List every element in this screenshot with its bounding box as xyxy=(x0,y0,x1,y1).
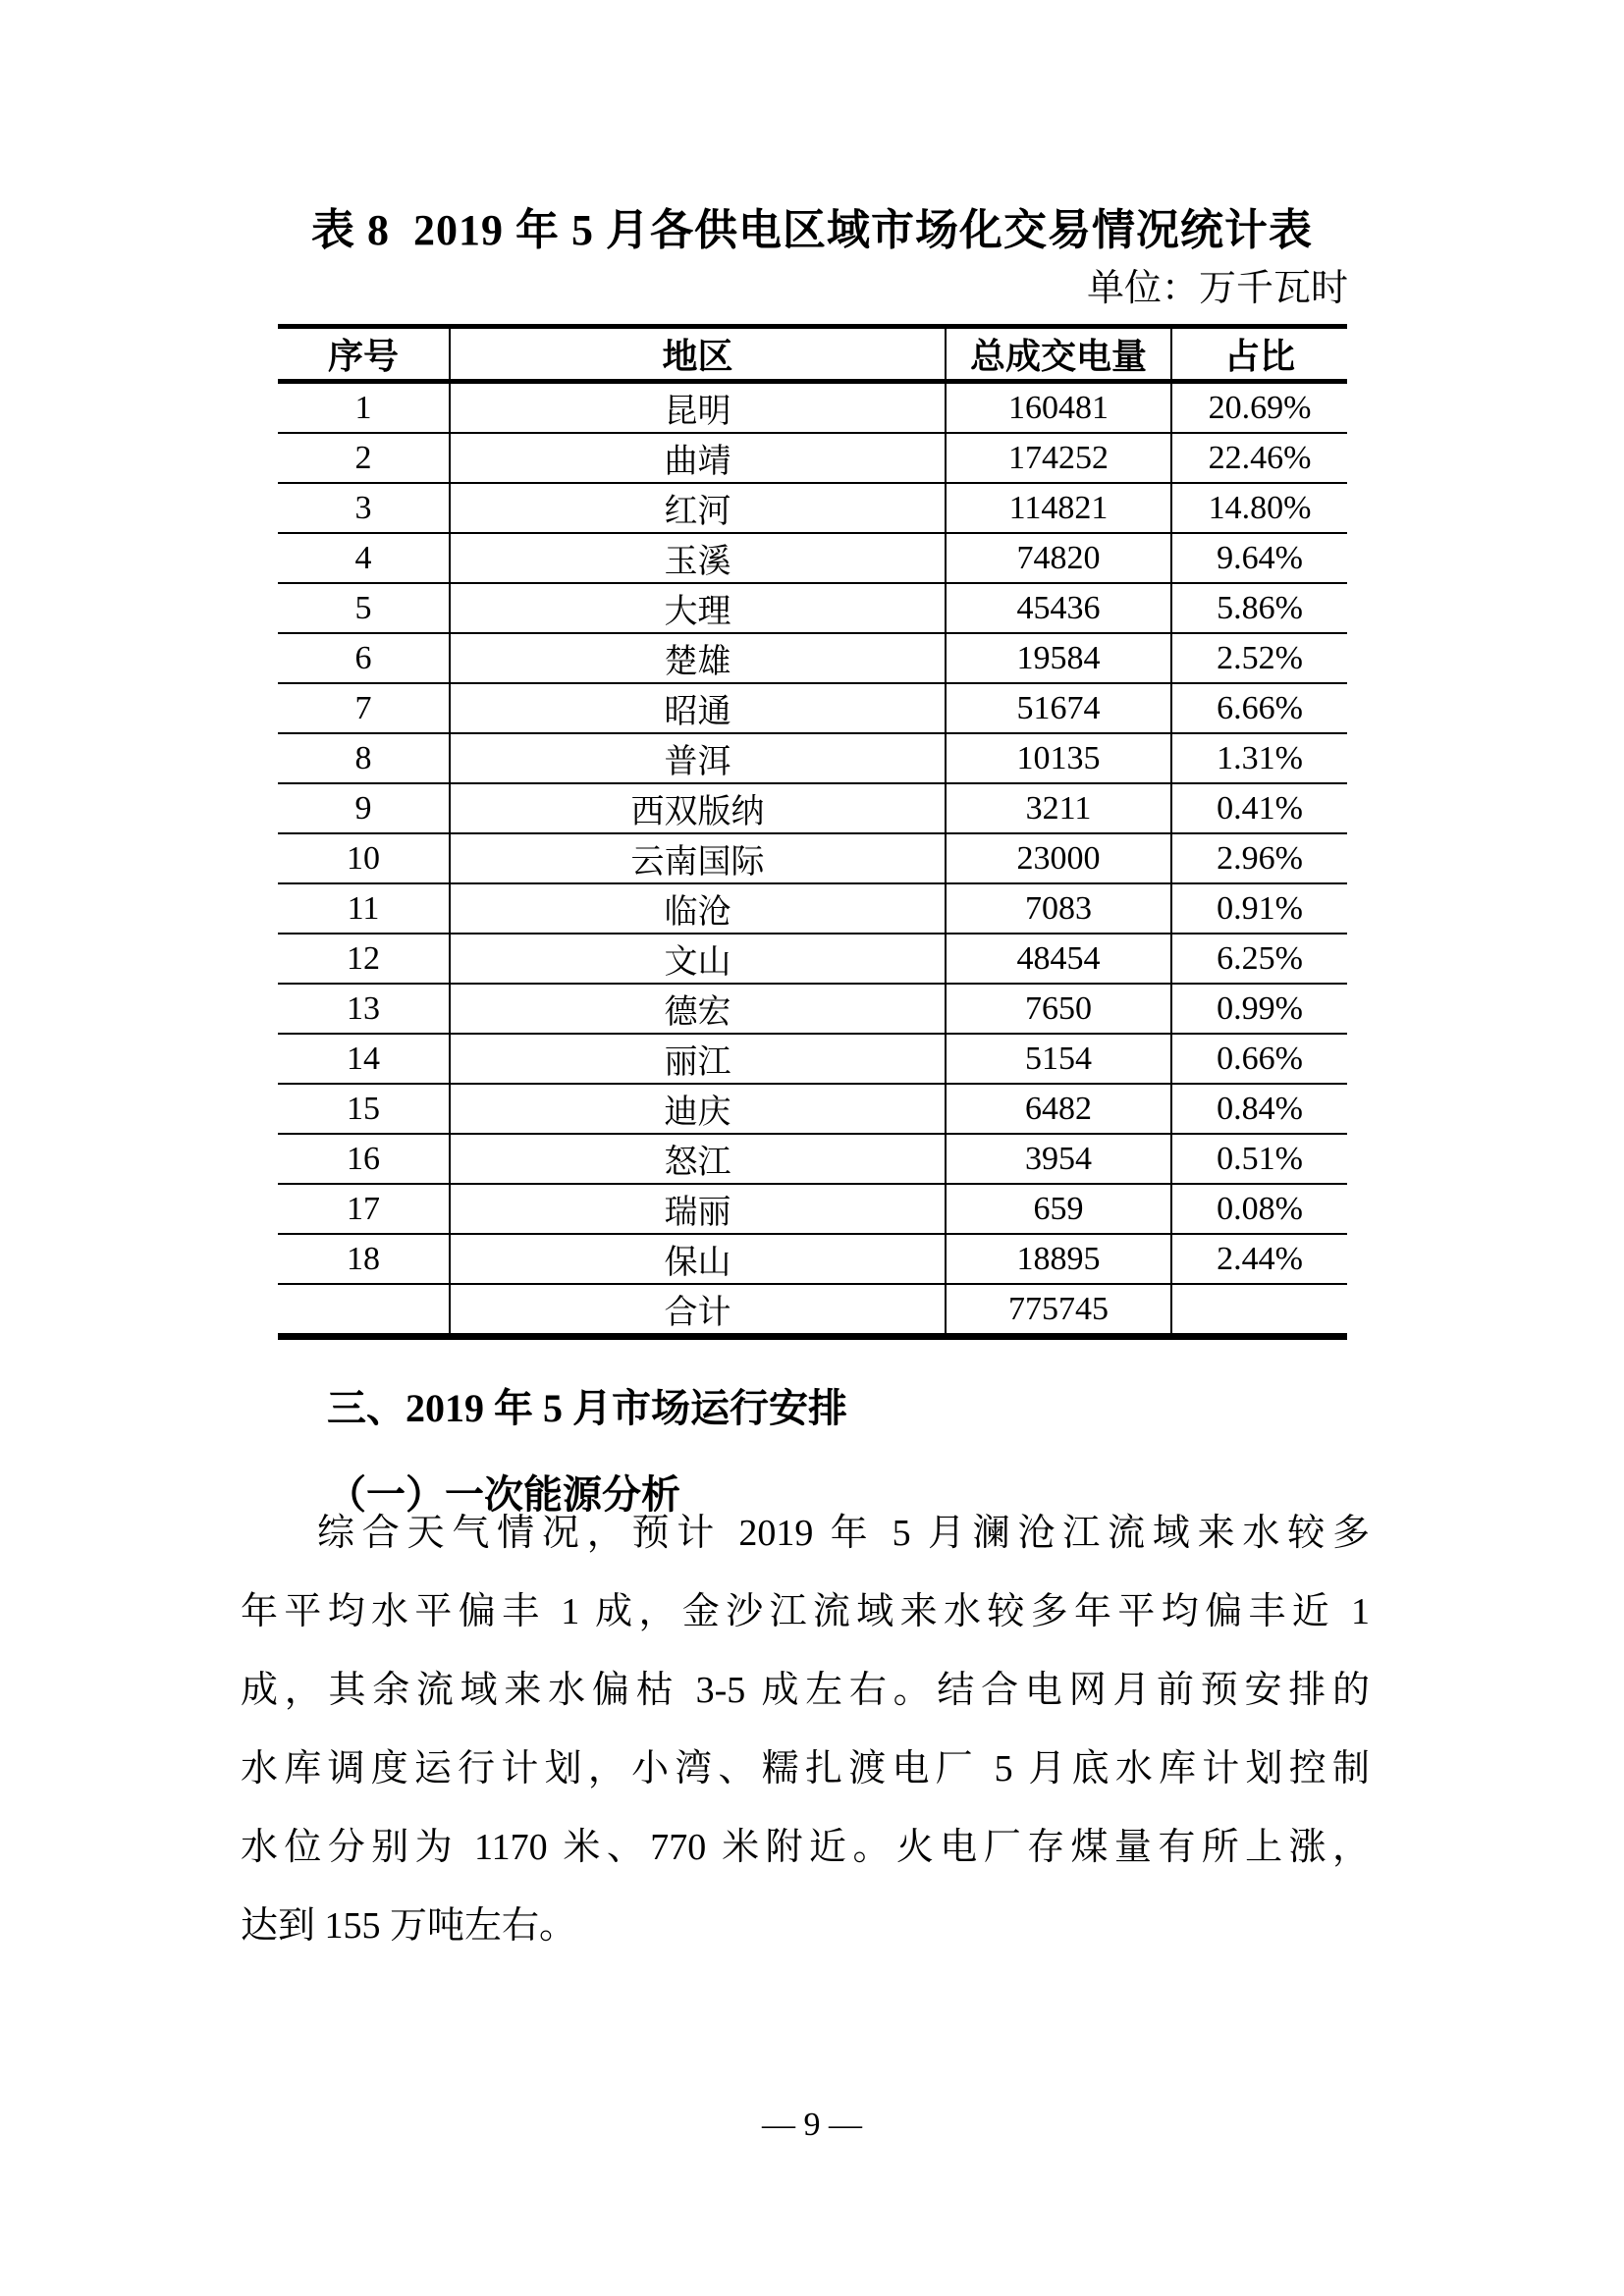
table-row xyxy=(278,833,1347,883)
paragraph-line: 成，其余流域来水偏枯 3-5 成左右。结合电网月前预安排的 xyxy=(241,1670,1370,1711)
table-cell: 2 xyxy=(278,433,450,483)
table-cell: 8 xyxy=(278,733,450,783)
table-cell: 10135 xyxy=(946,733,1171,783)
table-cell: 12 xyxy=(278,934,450,984)
table-cell: 0.99% xyxy=(1217,989,1303,1027)
table-body xyxy=(278,382,1347,1337)
table-cell: 0.08% xyxy=(1217,1190,1303,1227)
body-paragraph xyxy=(241,1494,1370,1965)
table-cell: 775745 xyxy=(946,1284,1171,1337)
table-cell: 18 xyxy=(278,1234,450,1284)
section-heading-market-arrangement: 三、2019 年 5 月市场运行安排 xyxy=(327,1386,847,1430)
table-cell: 17 xyxy=(278,1184,450,1234)
table-header-row xyxy=(278,327,1347,382)
table-cell: 45436 xyxy=(946,583,1171,633)
column-header: 地区 xyxy=(450,327,946,382)
table-cell: 3 xyxy=(278,483,450,533)
table-row xyxy=(278,433,1347,483)
table-cell: 5154 xyxy=(946,1034,1171,1084)
table-cell: 昭通 xyxy=(450,683,946,733)
table-row xyxy=(278,533,1347,583)
table-cell: 丽江 xyxy=(450,1034,946,1084)
column-header: 总成交电量 xyxy=(946,327,1171,382)
table-cell: 2.52% xyxy=(1217,639,1303,676)
section-heading-primary-energy: （一）一次能源分析 xyxy=(327,1472,680,1517)
table-cell xyxy=(1171,1284,1347,1337)
table-cell: 迪庆 xyxy=(450,1084,946,1134)
table-cell: 5 xyxy=(278,583,450,633)
table-cell: 10 xyxy=(278,833,450,883)
table-row xyxy=(278,483,1347,533)
table-cell: 3211 xyxy=(946,783,1171,833)
table-cell: 18895 xyxy=(946,1234,1171,1284)
table-cell: 6 xyxy=(278,633,450,683)
table-cell: 16 xyxy=(278,1134,450,1184)
table-row xyxy=(278,733,1347,783)
table-cell: 9 xyxy=(278,783,450,833)
paragraph-line: 水库调度运行计划，小湾、糯扎渡电厂 5 月底水库计划控制 xyxy=(241,1748,1370,1789)
table-cell: 7083 xyxy=(946,883,1171,934)
table-cell: 22.46% xyxy=(1208,439,1312,476)
paragraph-line: 达到 155 万吨左右。 xyxy=(241,1905,577,1947)
table-cell: 0.66% xyxy=(1217,1040,1303,1077)
table-cell: 1.31% xyxy=(1217,739,1303,776)
table-cell: 15 xyxy=(278,1084,450,1134)
table-cell: 普洱 xyxy=(450,733,946,783)
table-row xyxy=(278,1184,1347,1234)
table-row xyxy=(278,683,1347,733)
table-cell: 19584 xyxy=(946,633,1171,683)
table-cell: 2.96% xyxy=(1217,839,1303,877)
market-stats-table xyxy=(278,324,1347,1340)
table-cell: 7650 xyxy=(946,984,1171,1034)
table-cell: 大理 xyxy=(450,583,946,633)
table-cell: 保山 xyxy=(450,1234,946,1284)
table-cell: 0.91% xyxy=(1217,889,1303,927)
table-row xyxy=(278,783,1347,833)
table-cell: 红河 xyxy=(450,483,946,533)
table-row xyxy=(278,583,1347,633)
table-cell: 怒江 xyxy=(450,1134,946,1184)
column-header: 占比 xyxy=(1223,337,1295,376)
table-cell: 14 xyxy=(278,1034,450,1084)
column-header: 序号 xyxy=(278,327,450,382)
table-row xyxy=(278,1034,1347,1084)
table-row xyxy=(278,1134,1347,1184)
table-row xyxy=(278,934,1347,984)
table-row xyxy=(278,382,1347,434)
table-row xyxy=(278,883,1347,934)
table-cell: 4 xyxy=(278,533,450,583)
unit-label: 单位：万千瓦时 xyxy=(1086,268,1348,309)
table-cell: 6.66% xyxy=(1217,689,1303,726)
paragraph-line: 水位分别为 1170 米、770 米附近。火电厂存煤量有所上涨， xyxy=(241,1827,1370,1868)
table-cell: 0.51% xyxy=(1217,1140,1303,1177)
paragraph-line: 综合天气情况，预计 2019 年 5 月澜沧江流域来水较多 xyxy=(317,1513,1370,1554)
table-cell: 23000 xyxy=(946,833,1171,883)
table-cell: 西双版纳 xyxy=(450,783,946,833)
table-cell: 174252 xyxy=(946,433,1171,483)
table-cell: 51674 xyxy=(946,683,1171,733)
table-cell: 瑞丽 xyxy=(450,1184,946,1234)
table-cell: 昆明 xyxy=(450,382,946,434)
table-cell: 楚雄 xyxy=(450,633,946,683)
table-cell xyxy=(278,1284,450,1337)
table-cell: 0.41% xyxy=(1217,789,1303,827)
table-cell: 14.80% xyxy=(1208,489,1312,526)
table-cell: 13 xyxy=(278,984,450,1034)
table-cell: 20.69% xyxy=(1208,389,1312,426)
table-cell: 114821 xyxy=(946,483,1171,533)
table-cell: 合计 xyxy=(450,1284,946,1337)
table-cell: 2.44% xyxy=(1217,1240,1303,1277)
doc-title: 表 8 2019 年 5 月各供电区域市场化交易情况统计表 xyxy=(311,206,1313,254)
table-cell: 9.64% xyxy=(1217,539,1303,576)
table-cell: 玉溪 xyxy=(450,533,946,583)
table-cell: 11 xyxy=(278,883,450,934)
table-cell: 5.86% xyxy=(1217,589,1303,626)
table-cell: 云南国际 xyxy=(450,833,946,883)
table-cell: 曲靖 xyxy=(450,433,946,483)
table-cell: 6482 xyxy=(946,1084,1171,1134)
table-cell: 74820 xyxy=(946,533,1171,583)
table-cell: 160481 xyxy=(946,382,1171,434)
table-row xyxy=(278,984,1347,1034)
page-number: — 9 — xyxy=(762,2107,862,2143)
table-cell: 3954 xyxy=(946,1134,1171,1184)
table-cell: 临沧 xyxy=(450,883,946,934)
table-row xyxy=(278,1234,1347,1284)
paragraph-line: 年平均水平偏丰 1 成，金沙江流域来水较多年平均偏丰近 1 xyxy=(241,1591,1370,1632)
table-cell: 德宏 xyxy=(450,984,946,1034)
table-cell: 0.84% xyxy=(1217,1090,1303,1127)
table-row xyxy=(278,1084,1347,1134)
table-cell: 659 xyxy=(946,1184,1171,1234)
table-cell: 6.25% xyxy=(1217,939,1303,977)
table-row xyxy=(278,633,1347,683)
table-cell: 48454 xyxy=(946,934,1171,984)
table-cell: 1 xyxy=(278,382,450,434)
table-cell: 文山 xyxy=(450,934,946,984)
table-cell: 7 xyxy=(278,683,450,733)
total-row xyxy=(278,1284,1347,1337)
